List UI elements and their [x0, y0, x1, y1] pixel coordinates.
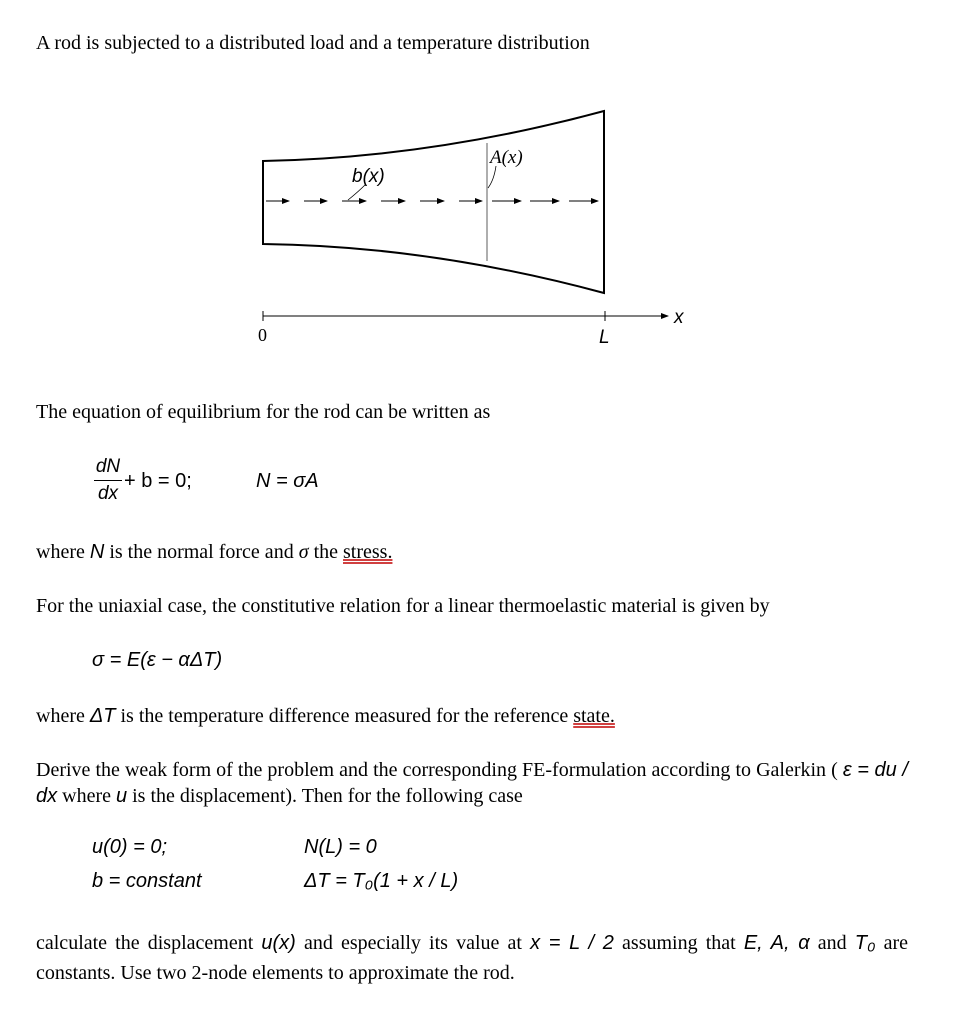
area-label: A(x) [490, 147, 523, 168]
area-leader-line [488, 166, 496, 188]
load-condition: b = constant [92, 870, 202, 892]
constitutive-equation: σ = E(ε − αΔT) [92, 649, 223, 671]
derivative-fraction [94, 456, 122, 505]
normal-force-equation: N = σA [256, 470, 319, 492]
task-paragraph: calculate the displacement u(x) and especially its value at x = L / 2 assuming that E, A, α and T₀ are constants. Use two 2-node elements to approximate the rod. [36, 932, 908, 984]
fraction-denominator: dx [97, 483, 119, 504]
where-temperature: where ΔT is the temperature difference measured for the reference state. [36, 705, 615, 727]
origin-label: 0 [258, 325, 267, 345]
derive-paragraph: Derive the weak form of the problem and the corresponding FE-formulation according to Galerkin ( ε = du / dx where u is the displacement). Then for the following case [36, 759, 908, 807]
where-normal-force: where N is the normal force and σ the stress. [36, 541, 393, 563]
equilibrium-rest: + b = 0; [124, 470, 192, 492]
boundary-condition-n: N(L) = 0 [304, 836, 377, 858]
rod-figure [0, 0, 959, 360]
intro-text: A rod is subjected to a distributed load and a temperature distribution [36, 32, 590, 54]
rod-outline [263, 111, 604, 293]
equilibrium-intro: The equation of equilibrium for the rod can be written as [36, 401, 491, 423]
temperature-condition: ΔT = T₀(1 + x / L) [304, 870, 459, 892]
load-label: b(x) [352, 166, 385, 187]
fraction-bar [94, 480, 122, 481]
axis-label: x [674, 307, 684, 328]
end-label: L [599, 327, 610, 348]
fraction-numerator: dN [95, 456, 121, 477]
boundary-condition-u: u(0) = 0; [92, 836, 168, 858]
constitutive-intro: For the uniaxial case, the constitutive relation for a linear thermoelastic material is given by [36, 595, 770, 617]
